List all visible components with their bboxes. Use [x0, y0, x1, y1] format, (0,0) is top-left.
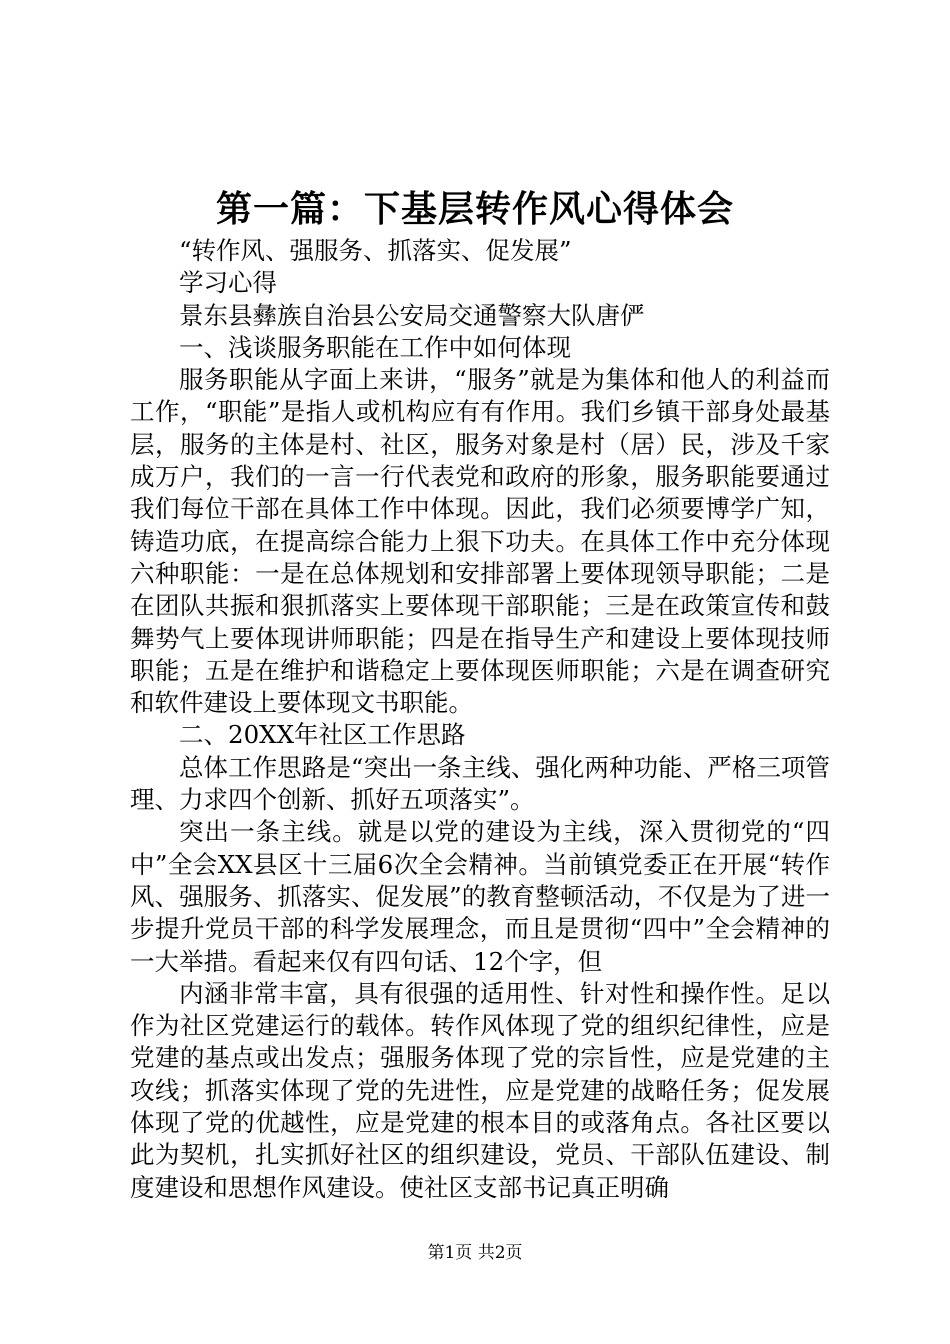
paragraph-author: 景东县彝族自治县公安局交通警察大队唐俨	[179, 300, 645, 330]
paragraph-overall-approach: 总体工作思路是“突出一条主线、强化两种功能、严格三项管理、力求四个创新、抓好五项落实”。	[130, 752, 830, 815]
section-heading-1: 一、浅谈服务职能在工作中如何体现	[179, 332, 571, 362]
paragraph-connotation: 内涵非常丰富，具有很强的适用性、针对性和操作性。足以作为社区党建运行的载体。转作风体现了党的组织纪律性，应是党建的基点或出发点；强服务体现了党的宗旨性，应是党建的主攻线；抓落实体现了党的先进性，应是党建的战略任务；促发展体现了党的优越性，应是党建的根本目的或落角点。各社区要以此为契机，扎实抓好社区的组织建设，党员、干部队伍建设、制度建设和思想作风建设。使社区支部书记真正明确	[130, 978, 830, 1202]
paragraph-main-line: 突出一条主线。就是以党的建设为主线，深入贯彻党的“四中”全会XX县区十三届6次全会精神。当前镇党委正在开展“转作风、强服务、抓落实、促发展”的教育整顿活动，不仅是为了进一步提升党员干部的科学发展理念，而且是贯彻“四中”全会精神的一大举措。看起来仅有四句话、12个字，但	[130, 817, 830, 976]
section-heading-2: 二、20XX年社区工作思路	[179, 720, 466, 750]
paragraph-subtitle: 学习心得	[179, 268, 277, 298]
document-body	[130, 235, 830, 1204]
paragraph-service-functions: 服务职能从字面上来讲，“服务”就是为集体和他人的利益而工作，“职能”是指人或机构应有有作用。我们乡镇干部身处最基层，服务的主体是村、社区，服务对象是村（居）民，涉及千家成万户，我们的一言一行代表党和政府的形象，服务职能要通过我们每位干部在具体工作中体现。因此，我们必须要博学广知，铸造功底，在提高综合能力上狠下功夫。在具体工作中充分体现六种职能：一是在总体规划和安排部署上要体现领导职能；二是在团队共振和狠抓落实上要体现干部职能；三是在政策宣传和鼓舞势气上要体现讲师职能；四是在指导生产和建设上要体现技师职能；五是在维护和谐稳定上要体现医师职能；六是在调查研究和软件建设上要体现文书职能。	[130, 365, 830, 718]
page-footer: 第1页 共2页	[427, 1243, 523, 1263]
paragraph-slogan: “转作风、强服务、抓落实、促发展”	[179, 236, 572, 265]
document-title: 第一篇：下基层转作风心得体会	[215, 189, 734, 230]
